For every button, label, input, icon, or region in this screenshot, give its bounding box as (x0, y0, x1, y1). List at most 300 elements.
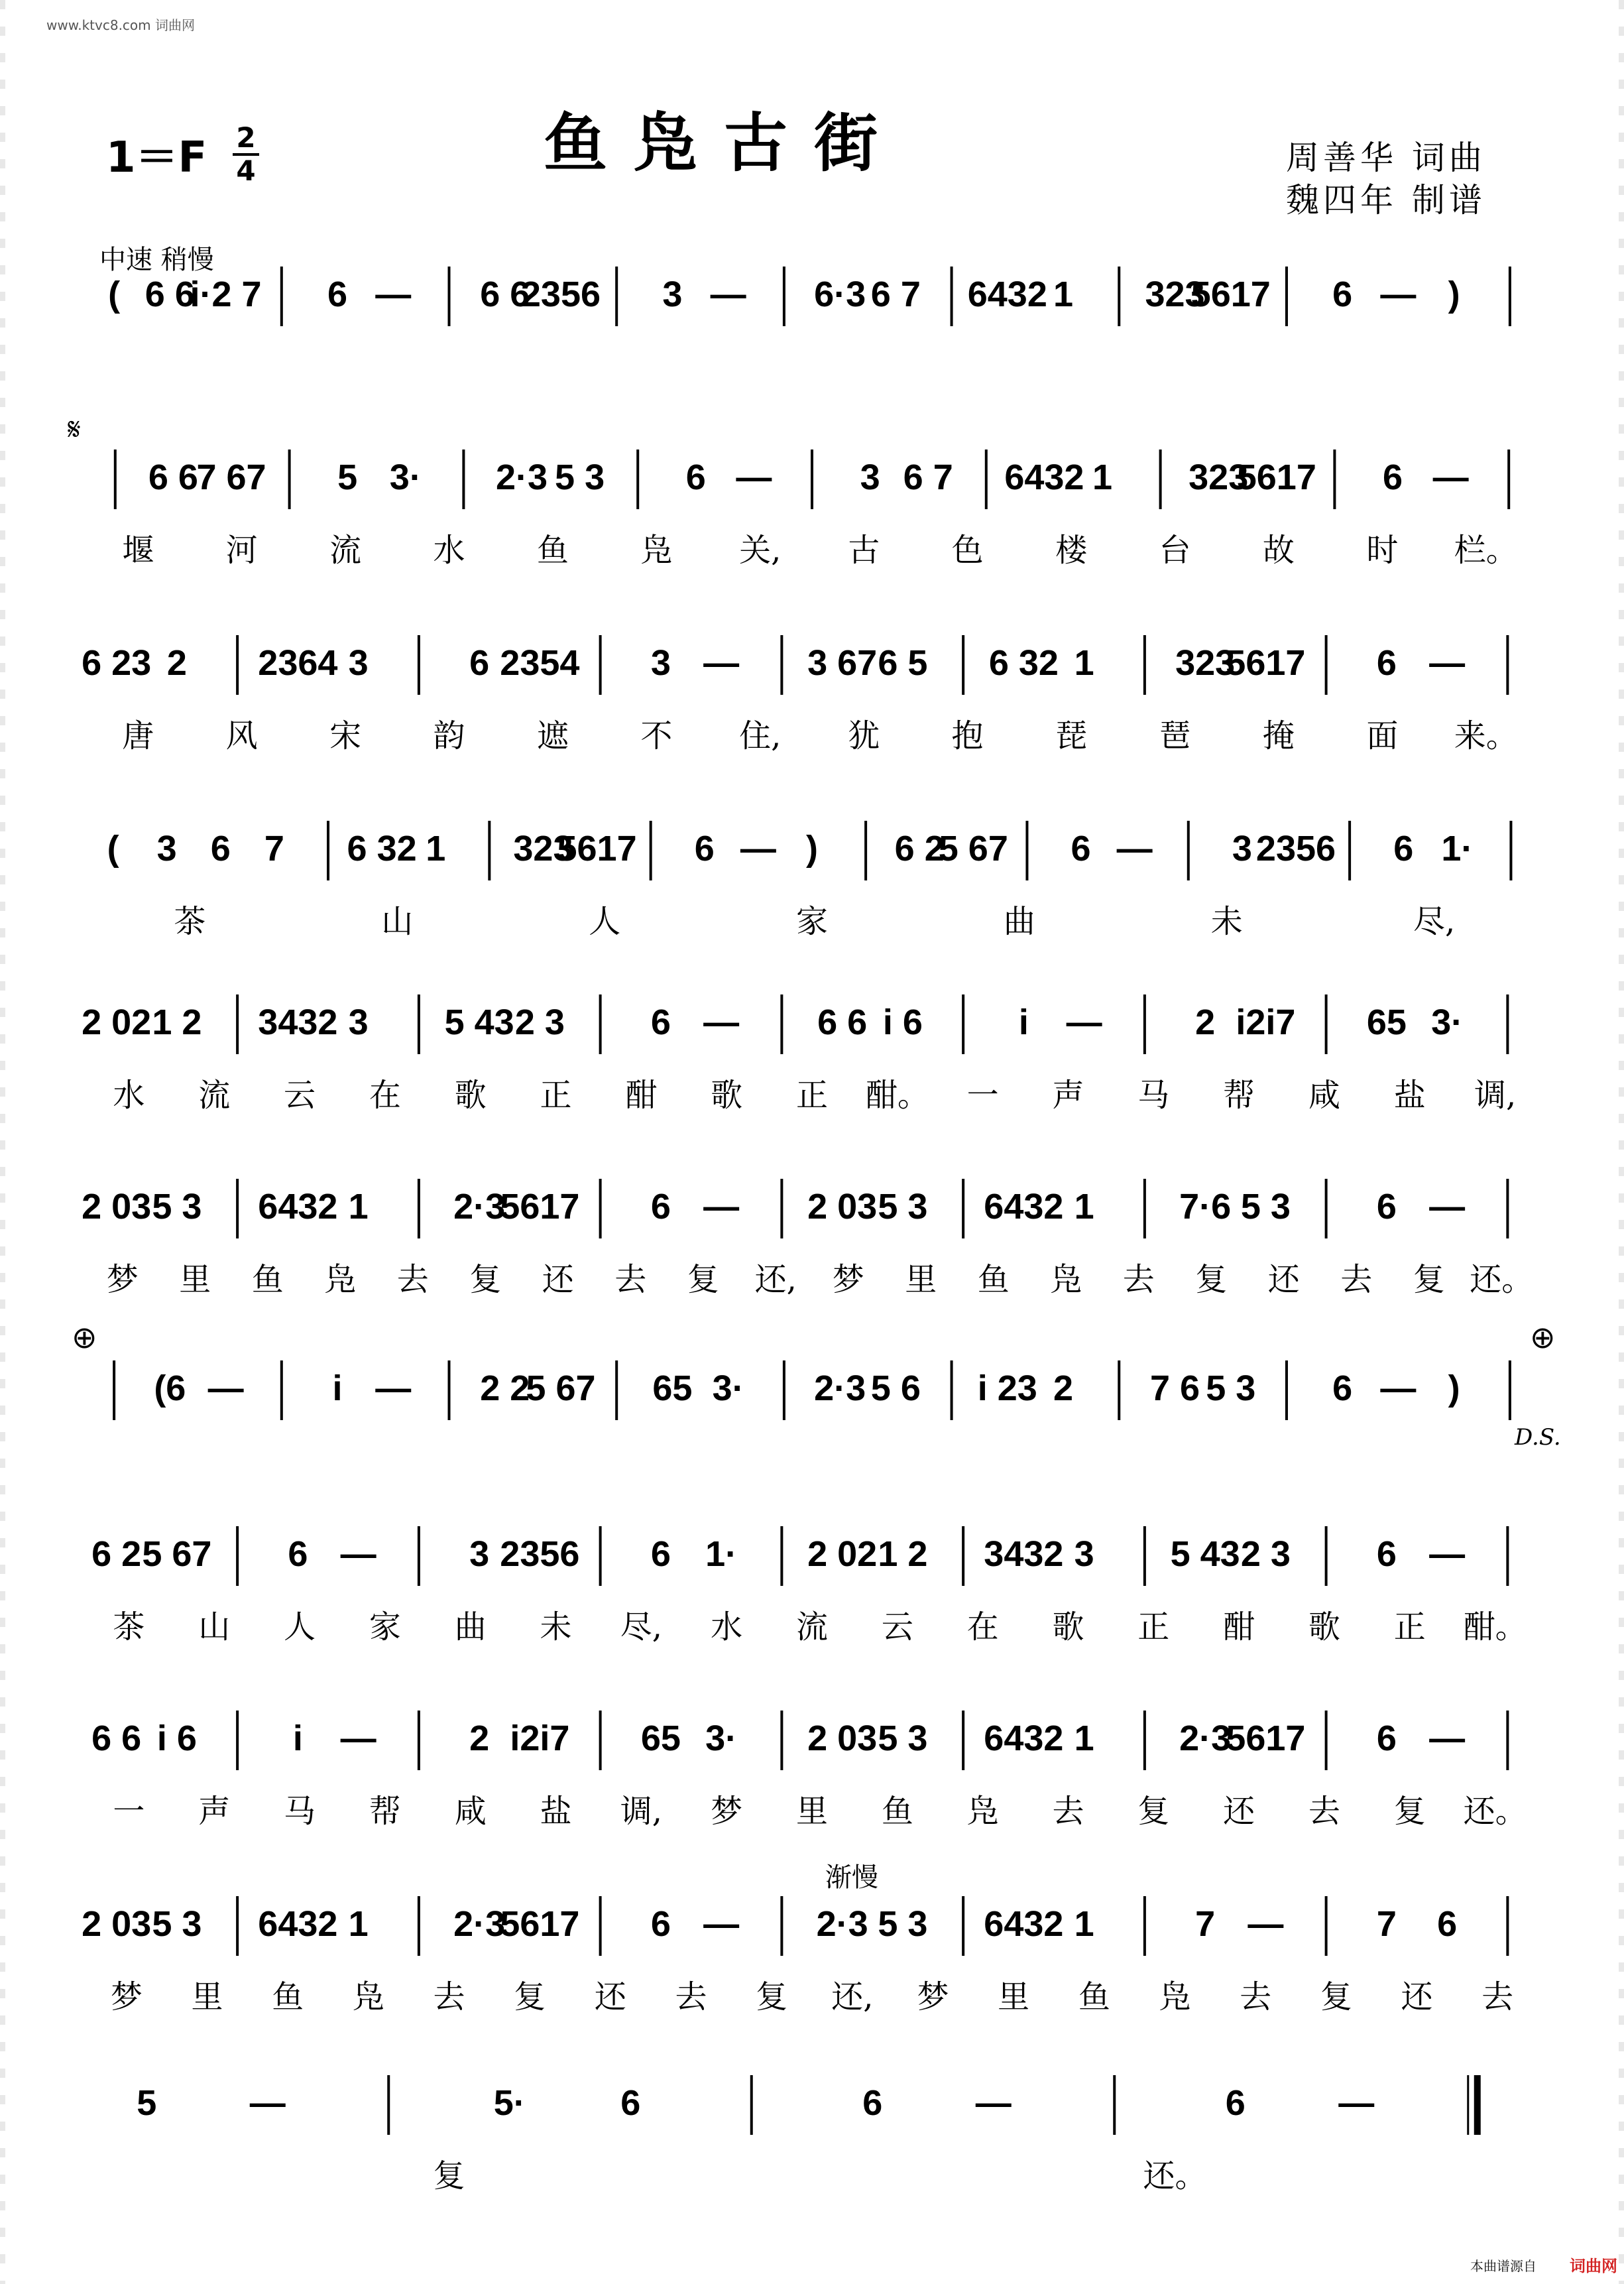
lyric-syllable: 唐 (122, 717, 154, 754)
note-group: 6 (469, 643, 490, 683)
lyric-syllable: 里 (179, 1261, 211, 1298)
note-group: 1 (348, 1187, 369, 1227)
note-group: ) (1448, 1368, 1460, 1408)
note-group: 2 (469, 1718, 490, 1758)
dash-extension: — (740, 829, 776, 869)
lyric-syllable: 凫 (1050, 1261, 1082, 1298)
lyric-syllable: 在 (966, 1608, 999, 1646)
note-group: 7 (264, 829, 284, 869)
note-group: 3 (1232, 829, 1252, 869)
dash-extension: — (1066, 1002, 1102, 1042)
note-group: 2 03 (82, 1904, 152, 1944)
note-group: 5 3 (1240, 1187, 1291, 1227)
lyric-syllable: 还。 (1470, 1261, 1534, 1298)
note-group: 2356 (1255, 829, 1336, 869)
note-group: 65 (1366, 1002, 1407, 1042)
lyric-syllable: 去 (1240, 1978, 1272, 2015)
dash-extension: — (710, 274, 746, 314)
lyric-syllable: 去 (1481, 1978, 1514, 2015)
lyric-syllable: 水 (433, 532, 465, 569)
lyric-syllable: 茶 (174, 903, 206, 940)
lyric-syllable: 河 (225, 532, 258, 569)
watermark-bottom: 本曲谱源自 (1470, 2258, 1537, 2274)
note-group: 3· (705, 1718, 738, 1758)
note-group: 5 6 (870, 1368, 921, 1408)
note-group: 5617 (1236, 457, 1316, 497)
note-group: 7 (1195, 1904, 1216, 1944)
lyric-syllable: 复 (687, 1261, 719, 1298)
note-group: 7 67 (196, 457, 266, 497)
note-group: 2·3 (814, 1368, 866, 1408)
lyric-syllable: 鱼 (272, 1978, 304, 2015)
credit-transcriber: 魏四年 制谱 (1286, 181, 1486, 219)
note-group: 5 3 (878, 1904, 928, 1944)
lyric-syllable: 里 (191, 1978, 223, 2015)
lyric-syllable: 鱼 (1078, 1978, 1110, 2015)
lyric-syllable: 古 (848, 532, 880, 569)
lyric-syllable: 凫 (966, 1793, 999, 1830)
lyric-syllable: 调, (1474, 1077, 1517, 1114)
lyric-syllable: 还 (1223, 1793, 1255, 1830)
note-group: 5617 (557, 829, 637, 869)
lyric-syllable: 流 (795, 1608, 829, 1646)
note-group: i 6 (156, 1718, 197, 1758)
note-group: 6 6 (817, 1002, 868, 1042)
note-group: 2 03 (82, 1187, 152, 1227)
note-group: 1 (426, 829, 446, 869)
lyric-syllable: 凫 (1159, 1978, 1191, 2015)
dash-extension: — (703, 1904, 740, 1944)
lyric-syllable: 来。 (1454, 717, 1518, 754)
note-group: 6432 (258, 1904, 338, 1944)
note-group: 3 (662, 274, 683, 314)
note-group: 323 (1175, 643, 1236, 683)
note-group: 6 2 (894, 829, 945, 869)
lyric-syllable: 复 (1413, 1261, 1445, 1298)
note-group: 6 (1332, 274, 1353, 314)
note-group: 6432 (984, 1718, 1064, 1758)
score-row (108, 267, 1510, 326)
note-group: 6 6 (480, 274, 530, 314)
note-group: 6 (650, 1904, 671, 1944)
dash-extension: — (1116, 829, 1153, 869)
lyric-syllable: 流 (198, 1077, 231, 1114)
note-group: 6432 (984, 1187, 1064, 1227)
note-group: 1 2 (878, 1534, 928, 1574)
lyric-syllable: 咸 (1308, 1077, 1340, 1114)
lyric-syllable: 人 (284, 1608, 316, 1646)
lyric-syllable: 酣 (625, 1077, 658, 1114)
note-group: 5 3 (878, 1187, 928, 1227)
dash-extension: — (1429, 1187, 1466, 1227)
lyric-syllable: 茶 (113, 1608, 145, 1646)
segno-sign: 𝄋 (68, 411, 81, 447)
note-group: 2·3 (453, 1904, 506, 1944)
lyric-syllable: 鱼 (536, 532, 569, 569)
lyric-syllable: 去 (1122, 1261, 1155, 1298)
lyric-syllable: 还, (754, 1261, 797, 1298)
note-group: ) (806, 829, 818, 869)
note-group: 3 (348, 1002, 369, 1042)
watermark-top: www.ktvc8.com 词曲网 (46, 17, 196, 33)
lyric-syllable: 盐 (1393, 1077, 1426, 1114)
lyric-syllable: 一 (113, 1793, 145, 1830)
score-row (82, 635, 1518, 754)
note-group: 6 7 (903, 457, 953, 497)
song-title: 鱼凫古街 (544, 105, 904, 180)
lyric-syllable: 台 (1159, 532, 1191, 569)
note-group: 5 3 (878, 1718, 928, 1758)
note-group: 6 7 (870, 274, 921, 314)
note-group: 6 (650, 1187, 671, 1227)
lyric-syllable: 还 (542, 1261, 574, 1298)
note-group: 6 (1376, 1187, 1397, 1227)
lyric-syllable: 关, (739, 532, 782, 569)
watermark-brand: 词曲网 (1570, 2257, 1617, 2275)
lyric-syllable: 尽, (1413, 903, 1456, 940)
lyric-syllable: 复 (1195, 1261, 1228, 1298)
note-group: 2356 (520, 274, 601, 314)
lyric-syllable: 帮 (369, 1793, 401, 1830)
note-group: 6 32 (347, 829, 417, 869)
note-group: 2 (166, 643, 187, 683)
note-group: 5 (137, 2083, 157, 2123)
lyric-syllable: 未 (1210, 903, 1243, 940)
note-group: 6432 (967, 274, 1047, 314)
note-group: 6 (1376, 643, 1397, 683)
lyric-syllable: 一 (966, 1077, 999, 1114)
note-group: 6 32 (988, 643, 1059, 683)
note-group: ( (108, 274, 121, 314)
dash-extension: — (249, 2083, 286, 2123)
dash-extension: — (1429, 1534, 1466, 1574)
note-group: 65 (652, 1368, 693, 1408)
note-group: 7 (1376, 1904, 1397, 1944)
note-group: 6 (1376, 1718, 1397, 1758)
lyric-syllable: 堰 (122, 532, 154, 569)
note-group: 5 3 (152, 1904, 202, 1944)
score-row (137, 2075, 1478, 2194)
note-group: 1 (1074, 643, 1094, 683)
dash-extension: — (375, 274, 412, 314)
note-group: i 6 (882, 1002, 923, 1042)
lyric-syllable: 复 (756, 1978, 788, 2015)
note-group: 2·3 (816, 1904, 868, 1944)
lyric-syllable: 掩 (1262, 717, 1295, 754)
lyric-syllable: 家 (369, 1608, 401, 1646)
lyric-syllable: 曲 (1003, 903, 1035, 940)
note-group: i (332, 1368, 343, 1408)
lyric-syllable: 故 (1262, 532, 1295, 569)
lyric-syllable: 水 (711, 1608, 743, 1646)
lyric-syllable: 人 (589, 903, 621, 940)
lyric-syllable: 去 (614, 1261, 647, 1298)
lyric-syllable: 还 (594, 1978, 626, 2015)
note-group: 6·3 (814, 274, 866, 314)
note-group: 6 (620, 2083, 641, 2123)
lyric-syllable: 山 (198, 1608, 231, 1646)
note-group: 2 03 (807, 1187, 878, 1227)
note-group: 3· (1431, 1002, 1464, 1042)
note-group: 7·6 (1179, 1187, 1232, 1227)
note-group: 7 6 (1149, 1368, 1200, 1408)
note-group: 2 03 (807, 1718, 878, 1758)
note-group: 6 6 (91, 1718, 142, 1758)
note-group: 3 (1074, 1534, 1094, 1574)
lyric-syllable: 复 (469, 1261, 502, 1298)
note-group: 2·3 (495, 457, 548, 497)
lyric-syllable: 琵 (1055, 717, 1088, 754)
note-group: 2·3 (1179, 1718, 1232, 1758)
lyric-syllable: 梦 (832, 1261, 864, 1298)
lyric-syllable: 面 (1366, 717, 1399, 754)
note-group: 3 (156, 829, 177, 869)
dash-extension: — (736, 457, 772, 497)
coda-sign-right: ⊕ (1530, 1319, 1556, 1355)
note-group: 6 (1393, 829, 1414, 869)
note-group: 1· (705, 1534, 738, 1574)
lyric-syllable: 正 (1393, 1608, 1426, 1646)
lyric-syllable: 琶 (1159, 717, 1191, 754)
note-group: 6 (1437, 1904, 1458, 1944)
lyric-syllable: 还。 (1463, 1793, 1527, 1830)
lyric-syllable: 帮 (1223, 1077, 1255, 1114)
lyric-syllable: 还 (1267, 1261, 1300, 1298)
dash-extension: — (340, 1534, 377, 1574)
note-group: ( (107, 829, 119, 869)
lyric-syllable: 凫 (324, 1261, 357, 1298)
note-group: 5 3 (555, 457, 605, 497)
note-group: 6 (650, 1002, 671, 1042)
note-group: 323 (1189, 457, 1249, 497)
score-row (107, 821, 1511, 940)
lyric-syllable: 在 (369, 1077, 401, 1114)
lyric-syllable: 咸 (454, 1793, 487, 1830)
lyric-syllable: 酣。 (865, 1077, 929, 1114)
score-row (82, 1179, 1533, 1298)
tempo-ritardando: 渐慢 (825, 1862, 878, 1893)
lyric-syllable: 鱼 (251, 1261, 284, 1298)
lyric-syllable: 家 (795, 903, 829, 940)
score-row (82, 994, 1516, 1114)
lyric-syllable: 盐 (540, 1793, 572, 1830)
note-group: 5617 (500, 1187, 580, 1227)
lyric-syllable: 去 (1308, 1793, 1340, 1830)
lyric-syllable: 抱 (951, 717, 984, 754)
note-group: 6 (862, 2083, 883, 2123)
note-group: i2i7 (510, 1718, 570, 1758)
note-group: 2354 (500, 643, 580, 683)
note-group: 6 (1332, 1368, 1353, 1408)
note-group: 1· (1441, 829, 1474, 869)
note-group: 5 67 (526, 1368, 596, 1408)
note-group: 6 (288, 1534, 308, 1574)
note-group: 2 02 (82, 1002, 152, 1042)
lyric-syllable: 还, (831, 1978, 874, 2015)
lyric-syllable: 栏。 (1454, 532, 1518, 569)
lyric-syllable: 水 (113, 1077, 145, 1114)
lyric-syllable: 复 (1137, 1793, 1170, 1830)
lyric-syllable: 时 (1366, 532, 1399, 569)
note-group: 2·3 (453, 1187, 506, 1227)
dash-extension: — (207, 1368, 244, 1408)
note-group: 2364 (258, 643, 338, 683)
dash-extension: — (975, 2083, 1012, 2123)
note-group: 5 43 (1170, 1534, 1240, 1574)
lyric-syllable: 住, (739, 717, 782, 754)
key-signature: 1＝F (106, 133, 207, 182)
lyric-syllable: 酣。 (1463, 1608, 1527, 1646)
lyric-syllable: 里 (998, 1978, 1030, 2015)
lyric-syllable: 复 (1320, 1978, 1352, 2015)
score-row (91, 1711, 1527, 1830)
lyric-syllable: 梦 (711, 1793, 743, 1830)
note-group: 6 (1071, 829, 1091, 869)
dash-extension: — (340, 1718, 377, 1758)
score-row (82, 1896, 1513, 2015)
dash-extension: — (703, 643, 740, 683)
note-group: i2i7 (1236, 1002, 1296, 1042)
note-group: 1 (348, 1904, 369, 1944)
note-group: 6432 (1004, 457, 1084, 497)
note-group: 2 (1053, 1368, 1074, 1408)
note-group: i (1018, 1002, 1029, 1042)
score-row (114, 1360, 1510, 1420)
lyric-syllable: 去 (396, 1261, 429, 1298)
note-group: 2 (1195, 1002, 1216, 1042)
note-group: 6 5 (878, 643, 928, 683)
note-group: 65 (640, 1718, 681, 1758)
note-group: 3 67 (807, 643, 878, 683)
note-group: 2 2 (480, 1368, 530, 1408)
note-group: 2 02 (807, 1534, 878, 1574)
note-group: ) (1448, 274, 1460, 314)
lyric-syllable: 去 (1052, 1793, 1084, 1830)
note-group: 5617 (500, 1904, 580, 1944)
lyric-syllable: 云 (881, 1608, 913, 1646)
lyric-syllable: 鱼 (881, 1793, 913, 1830)
note-group: 5 3 (1206, 1368, 1256, 1408)
tempo-marking: 中速 稍慢 (99, 245, 214, 275)
note-group: 2356 (500, 1534, 580, 1574)
lyric-syllable: 里 (795, 1793, 829, 1830)
lyric-syllable: 马 (1137, 1077, 1170, 1114)
note-group: 3 (860, 457, 880, 497)
meter-top: 2 (236, 121, 256, 154)
score-row (115, 450, 1518, 569)
note-group: 6 (650, 1534, 671, 1574)
lyric-syllable: 调, (620, 1793, 662, 1830)
note-group: 6 (685, 457, 706, 497)
dash-extension: — (1429, 1718, 1466, 1758)
note-group: 6432 (984, 1904, 1064, 1944)
lyric-syllable: 犹 (848, 717, 880, 754)
note-group: 6 6 (148, 457, 198, 497)
dash-extension: — (375, 1368, 412, 1408)
note-group: 5617 (1190, 274, 1271, 314)
note-group: 6 (1225, 2083, 1246, 2123)
note-group: i (292, 1718, 303, 1758)
lyric-syllable: 去 (1340, 1261, 1373, 1298)
note-group: 1 2 (152, 1002, 202, 1042)
dal-segno: D.S. (1515, 1424, 1561, 1451)
meter-bottom: 4 (236, 154, 256, 187)
note-group: 3· (389, 457, 422, 497)
lyric-syllable: 梦 (917, 1978, 949, 2015)
lyric-syllable: 流 (329, 532, 362, 569)
lyric-syllable: 正 (795, 1077, 829, 1114)
note-group: 6 (327, 274, 348, 314)
note-group: 2 3 (514, 1002, 565, 1042)
note-group: 6 (694, 829, 715, 869)
note-group: 5 3 (152, 1187, 202, 1227)
lyric-syllable: 遮 (536, 717, 569, 754)
lyric-syllable: 去 (433, 1978, 465, 2015)
lyric-syllable: 不 (640, 717, 673, 754)
lyric-syllable: 梦 (106, 1261, 139, 1298)
dash-extension: — (703, 1002, 740, 1042)
lyric-syllable: 声 (1052, 1077, 1084, 1114)
score-row (91, 1526, 1527, 1646)
dash-extension: — (1338, 2083, 1375, 2123)
note-group: 1 (1074, 1187, 1094, 1227)
note-group: 323 (513, 829, 573, 869)
lyric-syllable: 正 (1137, 1608, 1170, 1646)
lyric-syllable: 复 (1393, 1793, 1426, 1830)
lyric-syllable: 山 (381, 903, 414, 940)
lyric-syllable: 楼 (1055, 532, 1088, 569)
lyric-syllable: 色 (951, 532, 984, 569)
note-group: 3 (348, 643, 369, 683)
note-group: 6 (1382, 457, 1403, 497)
note-group: 6 6 (145, 274, 195, 314)
note-group: i 23 (977, 1368, 1037, 1408)
note-group: 3 (469, 1534, 490, 1574)
lyric-syllable: 凫 (352, 1978, 384, 2015)
lyric-syllable: 尽, (620, 1608, 662, 1646)
lyric-syllable: 声 (198, 1793, 231, 1830)
dash-extension: — (1432, 457, 1469, 497)
note-group: 6 (1376, 1534, 1397, 1574)
lyric-syllable: 鱼 (977, 1261, 1010, 1298)
lyric-syllable: 未 (540, 1608, 572, 1646)
lyric-syllable: 风 (225, 717, 258, 754)
note-group: (6 (154, 1368, 186, 1408)
note-group: 5 67 (142, 1534, 212, 1574)
note-group: 5 (337, 457, 358, 497)
note-group: 5 67 (938, 829, 1008, 869)
note-group: 5617 (1226, 1718, 1306, 1758)
lyric-syllable: 歌 (1308, 1608, 1340, 1646)
dash-extension: — (1380, 274, 1417, 314)
note-group: 2 3 (1240, 1534, 1291, 1574)
coda-sign-left: ⊕ (72, 1319, 97, 1355)
lyric-syllable: 歌 (1052, 1608, 1084, 1646)
note-group: 1 (1053, 274, 1074, 314)
note-group: 323 (1145, 274, 1205, 314)
note-group: 5· (493, 2083, 526, 2123)
dash-extension: — (1247, 1904, 1284, 1944)
note-group: i·2 7 (190, 274, 262, 314)
note-group: 3432 (258, 1002, 338, 1042)
lyric-syllable: 里 (905, 1261, 937, 1298)
note-group: 6432 (258, 1187, 338, 1227)
lyric-syllable: 酣 (1223, 1608, 1255, 1646)
lyric-syllable: 歌 (454, 1077, 487, 1114)
note-group: 1 (1092, 457, 1113, 497)
lyric-syllable: 去 (675, 1978, 707, 2015)
lyric-syllable: 韵 (433, 717, 465, 754)
